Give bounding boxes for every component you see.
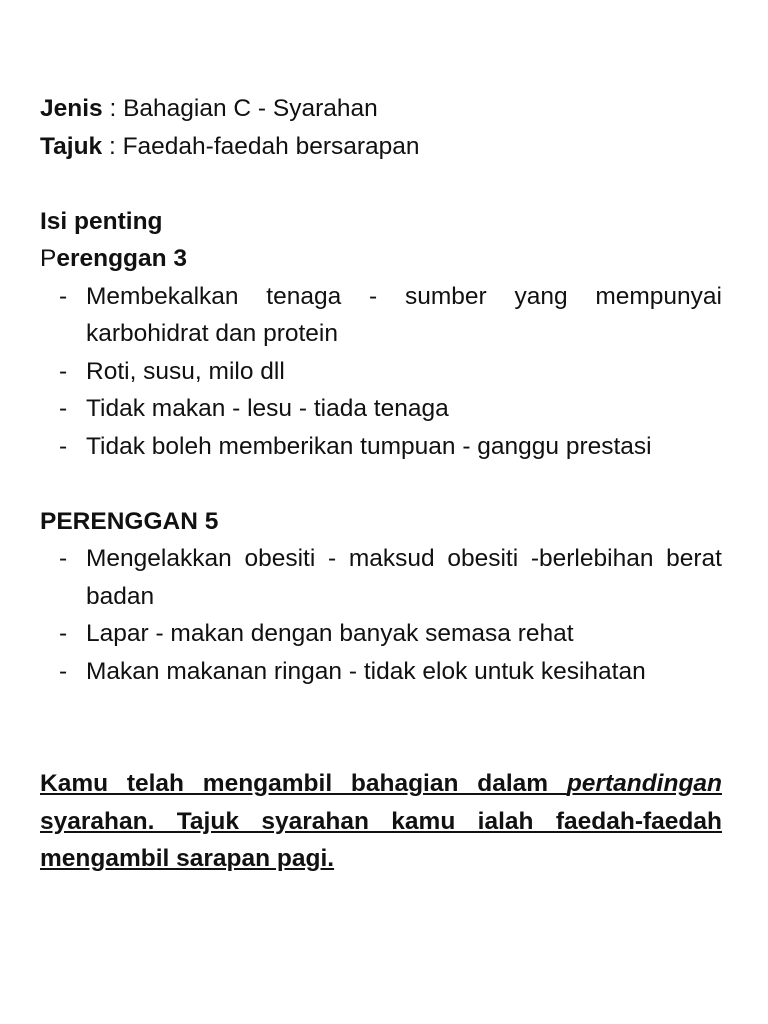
list-item: - Membekalkan tenaga - sumber yang mempunyai karbohidrat dan protein — [40, 278, 722, 353]
jenis-label: Jenis — [40, 95, 103, 122]
jenis-line — [40, 90, 722, 128]
closing-part-1: Kamu telah mengambil bahagian dalam — [40, 770, 567, 797]
spacer — [40, 690, 722, 765]
section-title: Isi penting — [40, 207, 163, 235]
spacer — [40, 165, 722, 203]
perenggan-5-heading: PERENGGAN 5 — [40, 507, 219, 535]
tajuk-label: Tajuk — [40, 132, 103, 160]
jenis-value: : Bahagian C - Syarahan — [102, 95, 378, 122]
list-item: - Roti, susu, milo dll — [40, 353, 722, 391]
tajuk-line — [40, 128, 722, 166]
list-item: - Tidak boleh memberikan tumpuan - ganggu prestasi — [40, 428, 722, 466]
closing-part-2: syarahan. Tajuk syarahan kamu ialah faedah-faedah mengambil sarapan pagi. — [40, 807, 722, 872]
perenggan-5-list — [40, 540, 722, 690]
tajuk-value: : Faedah-faedah bersarapan — [102, 132, 420, 160]
list-item: - Tidak makan - lesu - tiada tenaga — [40, 390, 722, 428]
closing-paragraph — [40, 765, 722, 878]
list-item: - Mengelakkan obesiti - maksud obesiti -berlebihan berat badan — [40, 540, 722, 615]
list-item: - Lapar - makan dengan banyak semasa rehat — [40, 615, 722, 653]
list-item: - Makan makanan ringan - tidak elok untuk kesihatan — [40, 653, 722, 691]
perenggan-3-list — [40, 278, 722, 466]
perenggan-3-rest: erenggan 3 — [56, 245, 188, 272]
closing-italic-word: pertandingan — [566, 770, 722, 797]
perenggan-3-initial: P — [40, 245, 57, 272]
document-page — [40, 90, 722, 878]
spacer — [40, 465, 722, 503]
perenggan-3-heading — [40, 240, 722, 278]
